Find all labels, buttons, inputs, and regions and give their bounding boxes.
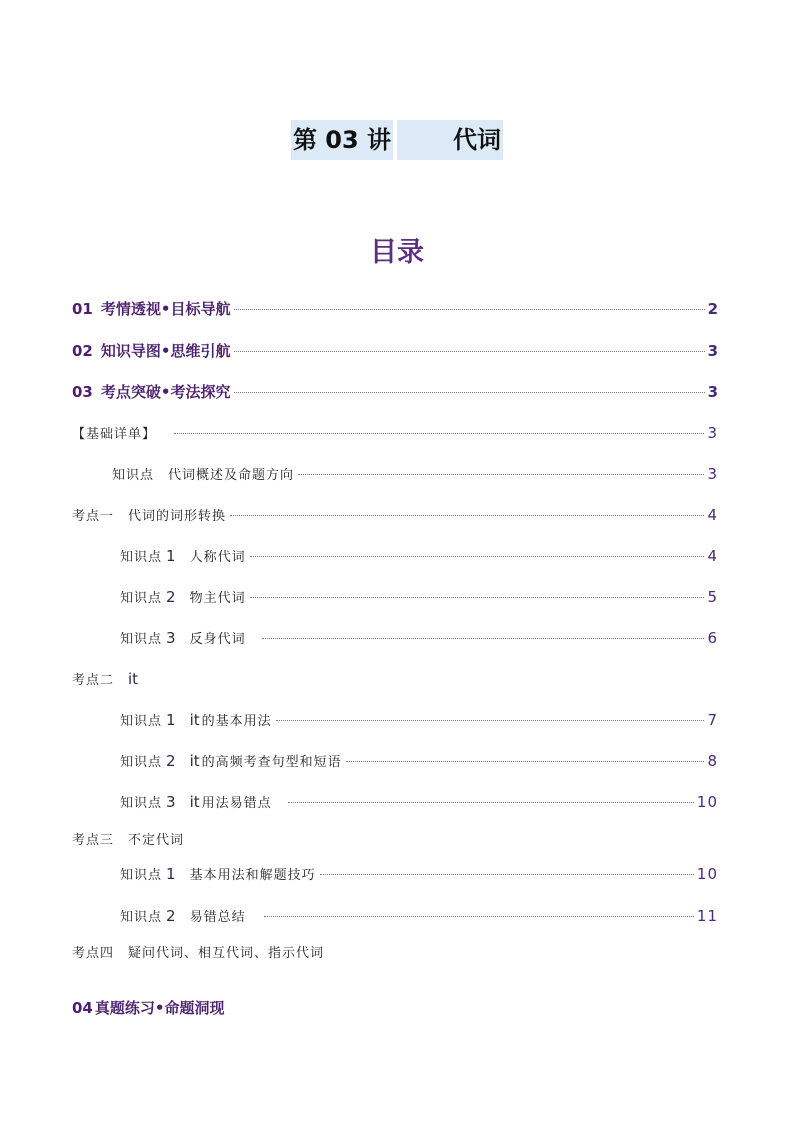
dot-leader — [230, 515, 704, 516]
toc-page-number: 10 — [696, 865, 718, 883]
toc-entry-02[interactable] — [72, 340, 718, 361]
toc-entry-number: 2 — [166, 907, 176, 925]
toc-entry-exam-point-4[interactable] — [72, 942, 718, 961]
toc-entry-03[interactable] — [72, 381, 718, 402]
toc-entry-text: 易错总结 — [189, 910, 246, 925]
dot-leader — [276, 720, 705, 721]
toc-entry-basic-list[interactable] — [72, 423, 718, 442]
toc-page-number: 8 — [707, 752, 718, 770]
toc-entry-text: 代词的词形转换 — [128, 509, 227, 524]
toc-entry-number: 3 — [166, 793, 176, 811]
toc-entry-it: it — [189, 711, 200, 729]
toc-page-number: 3 — [707, 383, 718, 401]
toc-page-number: 3 — [707, 424, 718, 442]
toc-entry-text: 的基本用法 — [201, 714, 272, 729]
toc-page-number: 10 — [696, 793, 718, 811]
toc-entry-knowledge-point-2-1[interactable] — [120, 710, 718, 729]
dot-leader — [250, 556, 705, 557]
dot-leader — [234, 309, 704, 310]
dot-leader — [320, 874, 694, 875]
toc-entry-number: 03 — [72, 383, 93, 401]
toc-page-number: 4 — [707, 547, 718, 565]
dot-leader — [346, 761, 705, 762]
toc-entry-knowledge-point-1-1[interactable] — [120, 546, 718, 565]
toc-entry-label: 知识点 — [120, 632, 163, 647]
toc-entry-text: 的高频考查句型和短语 — [201, 755, 342, 770]
toc-entry-label: 考点突破•考法探究 — [100, 383, 231, 401]
toc-entry-text: 人称代词 — [189, 550, 246, 565]
toc-entry-label: 考点一 — [72, 509, 115, 524]
toc-page-number: 3 — [707, 342, 718, 360]
title-topic: 代词 — [451, 120, 503, 160]
toc-entry-label: 【基础详单】 — [72, 427, 157, 442]
dot-leader — [264, 916, 694, 917]
toc-entry-text: 反身代词 — [189, 632, 246, 647]
toc-entry-text: 不定代词 — [128, 833, 185, 848]
toc-entry-knowledge-point-1-2[interactable] — [120, 587, 718, 606]
toc-entry-text: 疑问代词、相互代词、指示代词 — [128, 946, 325, 961]
toc-entry-text: 基本用法和解题技巧 — [189, 868, 316, 883]
toc-entry-label: 考点二 — [72, 673, 115, 688]
toc-entry-exam-point-3[interactable] — [72, 829, 718, 848]
toc-entry-knowledge-point-3-2[interactable] — [120, 906, 718, 925]
toc-entry-number: 2 — [166, 752, 176, 770]
toc-entry-text: 代词概述及命题方向 — [168, 468, 295, 483]
toc-entry-label: 知识点 — [120, 796, 163, 811]
toc-entry-knowledge-point-2-3[interactable] — [120, 792, 718, 811]
toc-entry-number: 1 — [166, 865, 176, 883]
toc-entry-number: 01 — [72, 300, 93, 318]
toc-entry-label: 知识点 — [120, 910, 163, 925]
toc-entry-knowledge-point-1-3[interactable] — [120, 628, 718, 647]
dot-leader — [288, 802, 694, 803]
title-lecture-number: 第 03 讲 — [291, 120, 393, 160]
dot-leader — [234, 351, 704, 352]
toc-entry-label: 知识点 — [120, 714, 163, 729]
dot-leader — [298, 474, 704, 475]
toc-page-number: 2 — [707, 300, 718, 318]
toc-entry-label: 知识点 — [120, 550, 163, 565]
toc-entry-number: 04 — [72, 999, 93, 1017]
dot-leader — [250, 597, 705, 598]
toc-entry-label: 考情透视•目标导航 — [100, 300, 231, 318]
dot-leader — [234, 392, 704, 393]
toc-page-number: 4 — [707, 506, 718, 524]
toc-entry-text: 物主代词 — [189, 591, 246, 606]
document-title — [0, 120, 794, 160]
toc-entry-basic-knowledge-point[interactable] — [112, 464, 718, 483]
toc-page-number: 5 — [707, 588, 718, 606]
toc-entry-knowledge-point-3-1[interactable] — [120, 864, 718, 883]
toc-entry-label: 考点四 — [72, 946, 115, 961]
dot-leader — [262, 638, 705, 639]
toc-entry-label: 知识点 — [120, 868, 163, 883]
toc-entry-label: 真题练习•命题洞现 — [94, 999, 225, 1017]
toc-entry-label: 知识点 — [112, 468, 155, 483]
toc-page-number: 7 — [707, 711, 718, 729]
toc-entry-text: 用法易错点 — [201, 796, 272, 811]
toc-page-number: 6 — [707, 629, 718, 647]
toc-entry-exam-point-1[interactable] — [72, 505, 718, 524]
dot-leader — [174, 433, 704, 434]
toc-entry-04[interactable] — [72, 997, 718, 1018]
toc-entry-exam-point-2[interactable] — [72, 669, 718, 688]
toc-entry-label: 考点三 — [72, 833, 115, 848]
toc-entry-label: 知识点 — [120, 755, 163, 770]
toc-heading: 目录 — [370, 237, 424, 268]
toc-entry-label: 知识点 — [120, 591, 163, 606]
toc-entry-knowledge-point-2-2[interactable] — [120, 751, 718, 770]
toc-entry-text: it — [128, 670, 139, 688]
toc-page-number: 3 — [707, 465, 718, 483]
toc-entry-number: 2 — [166, 588, 176, 606]
toc-entry-it: it — [189, 793, 200, 811]
toc-entry-it: it — [189, 752, 200, 770]
toc-entry-01[interactable] — [72, 298, 718, 319]
toc-page-number: 11 — [696, 907, 718, 925]
toc-entry-number: 1 — [166, 547, 176, 565]
toc-entry-label: 知识导图•思维引航 — [100, 342, 231, 360]
toc-entry-number: 3 — [166, 629, 176, 647]
toc-entry-number: 1 — [166, 711, 176, 729]
toc-entry-number: 02 — [72, 342, 93, 360]
